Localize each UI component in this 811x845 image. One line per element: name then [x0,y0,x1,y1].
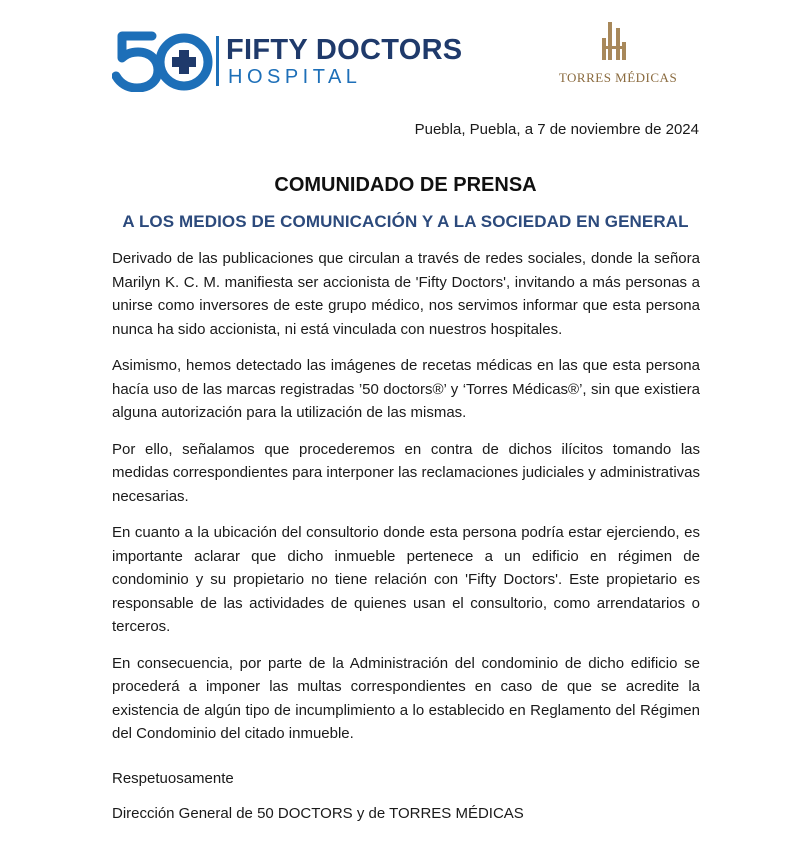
paragraph: En consecuencia, por parte de la Administración del condominio de dicho edificio se procederá a imponer las multas correspondientes en caso de que se acredite la existencia de algún tipo de incumplimiento a lo establecido en Reglamento del Régimen del Condominio del citado inmueble. [112,654,700,742]
paragraph: Asimismo, hemos detectado las imágenes de recetas médicas en las que esta persona hacía uso de las marcas registradas ’50 doctors®’ y ‘Torres Médicas®’, sin que existiera alguna autorización para la utilización de las mismas. [112,357,700,421]
paragraph: En cuanto a la ubicación del consultorio donde esta persona podría estar ejerciendo, es importante aclarar que dicho inmueble pertenece a un edificio en régimen de condominio y su propietario no tiene relación con 'Fifty Doctors'. Este propietario es responsable de las actividades de quienes usan el consultorio, como arrendatarios o terceros. [112,524,700,635]
paragraph: Por ello, señalamos que procederemos en contra de dichos ilícitos tomando las medidas correspondientes para interponer las reclamaciones judiciales y administrativas necesarias. [112,440,700,505]
paragraph: Derivado de las publicaciones que circulan a través de redes sociales, donde la señora Marilyn K. C. M. manifiesta ser accionista de 'Fifty Doctors', invitando a más personas a unirse como inversores de este grupo médico, nos servimos informar que esta persona nunca ha sido accionista, ni está vinculada con nuestros hospitales. [112,250,700,338]
fifty-doctors-subname: HOSPITAL [228,66,362,88]
body-text [112,247,700,759]
date-line: Puebla, Puebla, a 7 de noviembre de 2024 [414,121,699,138]
torres-tower-icon [548,20,688,70]
page-subtitle: A LOS MEDIOS DE COMUNICACIÓN Y A LA SOCIEDAD EN GENERAL [122,212,689,231]
torres-medicas-logo [548,20,688,92]
page-title: COMUNIDADO DE PRENSA [274,174,537,196]
fifty-doctors-logo [112,30,463,92]
closing-text: Respetuosamente [112,770,234,787]
torres-medicas-name: TORRES MÉDICAS [558,70,678,85]
signature-line: Dirección General de 50 DOCTORS y de TORRES MÉDICAS [112,805,524,822]
fifty-doctors-name: FIFTY DOCTORS [226,34,463,66]
